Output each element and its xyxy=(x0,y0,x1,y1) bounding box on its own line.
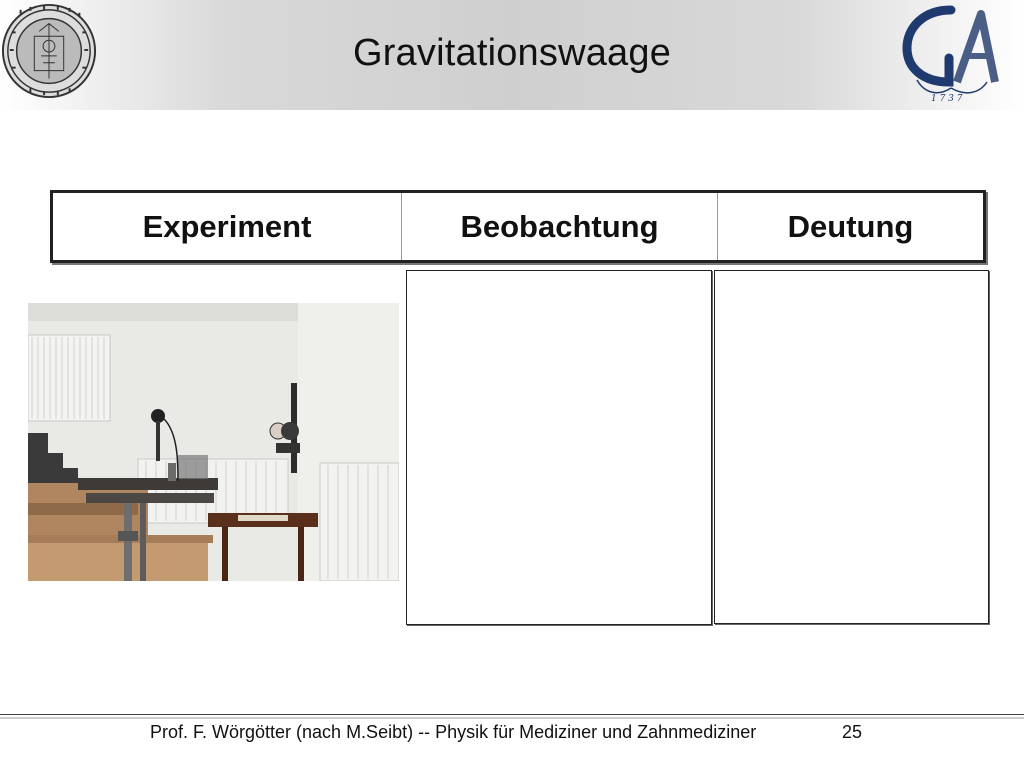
beobachtung-content-box xyxy=(406,270,712,625)
column-header-experiment: Experiment xyxy=(53,193,402,260)
table-header-row xyxy=(50,190,986,263)
deutung-content-box xyxy=(714,270,989,624)
slide-footer xyxy=(0,722,1024,746)
column-header-deutung: Deutung xyxy=(787,208,914,244)
column-header-beobachtung: Beobachtung xyxy=(402,193,718,260)
logo-year: 1 7 3 7 xyxy=(931,94,963,102)
footer-divider-shadow xyxy=(0,717,1024,719)
footer-divider xyxy=(0,714,1024,715)
experiment-photo xyxy=(28,303,399,581)
page-number: 25 xyxy=(842,722,863,742)
slide-title: Gravitationswaage xyxy=(352,32,672,74)
university-logo-icon xyxy=(895,2,1007,102)
footer-text: Prof. F. Wörgötter (nach M.Seibt) -- Physik für Mediziner und Zahnmediziner xyxy=(150,722,757,742)
